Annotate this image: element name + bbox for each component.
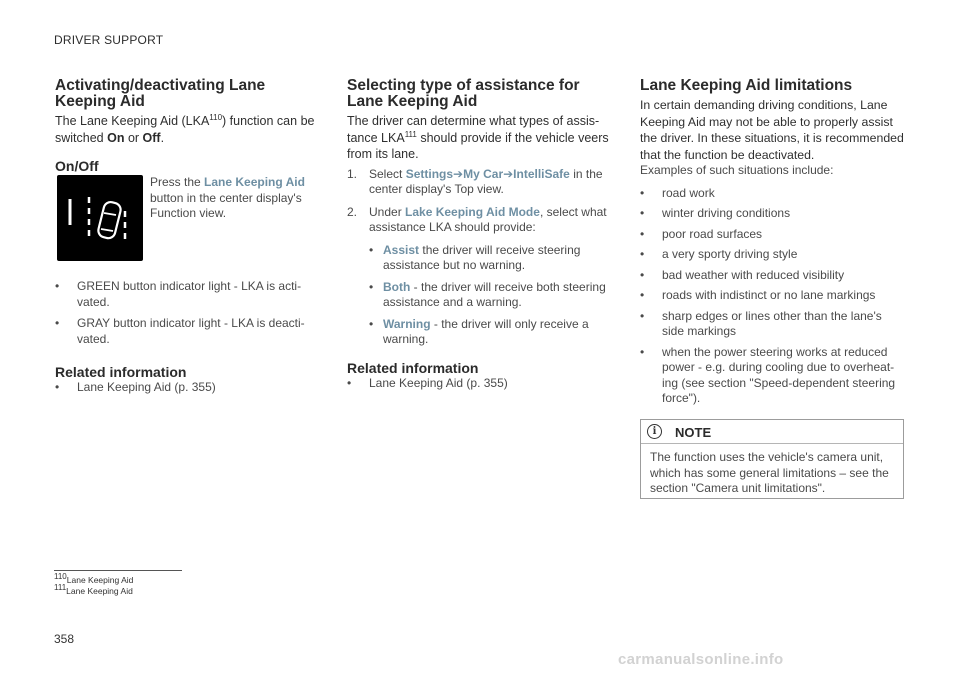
heading-related-information: Related information — [55, 364, 187, 380]
info-icon: i — [647, 424, 662, 439]
lane-keeping-icon — [57, 175, 143, 261]
footnote-111: $^{111}$Lane Keeping Aid — [54, 583, 133, 596]
note-title: NOTE — [675, 425, 712, 440]
watermark: carmanualsonline.info — [618, 651, 784, 668]
step-1: 1. Select Settings➔My Car➔IntelliSafe in the center display's Top view. — [347, 166, 603, 196]
column-selecting-type — [347, 78, 617, 391]
option-assist: • Assist the driver will receive steering assistance but no warning. — [369, 243, 617, 274]
examples-intro: Examples of such situations include: — [640, 163, 834, 177]
footnote-divider — [54, 570, 182, 571]
press-instruction: Press the Lane Keeping Aid button in the center display's Function view. — [150, 175, 305, 220]
related-link[interactable]: • Lane Keeping Aid (p. 355) — [347, 376, 617, 392]
limitations-intro: In certain demanding driving conditions, Lane Keeping Aid may not be able to properly assist the driver. In these situations, it is recommended that the function be deactivated. — [640, 98, 904, 162]
heading-selecting-type: Selecting type of assistance for Lane Keeping Aid — [347, 77, 580, 110]
path-settings: Settings — [405, 166, 454, 181]
list-item: • winter driving conditions — [640, 206, 906, 222]
heading-limitations: Lane Keeping Aid limitations — [640, 77, 853, 94]
lane-keeping-aid-button-image — [57, 175, 143, 261]
heading-activating: Activating/deactivating Lane Keeping Aid — [55, 77, 266, 110]
activating-intro: The Lane Keeping Aid (LKA$^{110}$) function can be switched On or Off. — [55, 112, 315, 145]
selecting-intro: The driver can determine what types of assis-tance LKA$^{111}$ should provide if the vehicle veers from its lane. — [347, 114, 609, 161]
option-warning: • Warning - the driver will only receive a warning. — [369, 317, 617, 348]
page-number: 358 — [54, 632, 75, 646]
column-limitations — [640, 78, 906, 407]
note-text: The function uses the vehicle's camera unit, which has some general limitations – see the section "Camera unit limitations". — [650, 450, 889, 495]
list-item: • roads with indistinct or no lane markings — [640, 288, 906, 304]
list-item: • a very sporty driving style — [640, 247, 906, 263]
assistance-options — [369, 243, 617, 348]
list-item: • poor road surfaces — [640, 227, 906, 243]
arrow-right-icon: ➔ — [453, 166, 464, 181]
path-intellisafe: IntelliSafe — [513, 166, 570, 181]
indicator-light-list — [55, 279, 317, 347]
list-item: • GREEN button indicator light - LKA is acti-vated. — [55, 279, 317, 310]
path-my-car: My Car — [463, 166, 504, 181]
note-box — [640, 419, 904, 499]
related-list — [55, 380, 317, 396]
activating-bullets-section — [55, 279, 317, 396]
related-link[interactable]: • Lane Keeping Aid (p. 355) — [55, 380, 317, 396]
list-item: • road work — [640, 186, 906, 202]
list-item: • when the power steering works at reduced power - e.g. during cooling due to overheat-ing (see section "Speed-dependent steering force"). — [640, 345, 906, 407]
related-list — [347, 376, 617, 392]
option-both: • Both - the driver will receive both steering assistance and a warning. — [369, 280, 617, 311]
section-header: DRIVER SUPPORT — [54, 33, 164, 47]
heading-related-information: Related information — [347, 359, 479, 376]
list-item: • bad weather with reduced visibility — [640, 268, 906, 284]
footnote-110: $^{110}$Lane Keeping Aid — [54, 572, 134, 585]
heading-on-off: On/Off — [55, 158, 99, 174]
list-item: • GRAY button indicator light - LKA is deacti-vated. — [55, 316, 317, 347]
limitations-list — [640, 186, 906, 407]
list-item: • sharp edges or lines other than the lane's side markings — [640, 309, 906, 340]
steps-list — [347, 167, 617, 348]
arrow-right-icon: ➔ — [503, 166, 514, 181]
note-header — [641, 420, 903, 444]
step-2: 2. Under Lake Keeping Aid Mode, select what assistance LKA should provide: • Assist the driver will receive steering assistance but no warning. • Both - the driver will receive both steering assistance and a warning. • Warning - the driver will only receive a warning. — [347, 205, 617, 348]
